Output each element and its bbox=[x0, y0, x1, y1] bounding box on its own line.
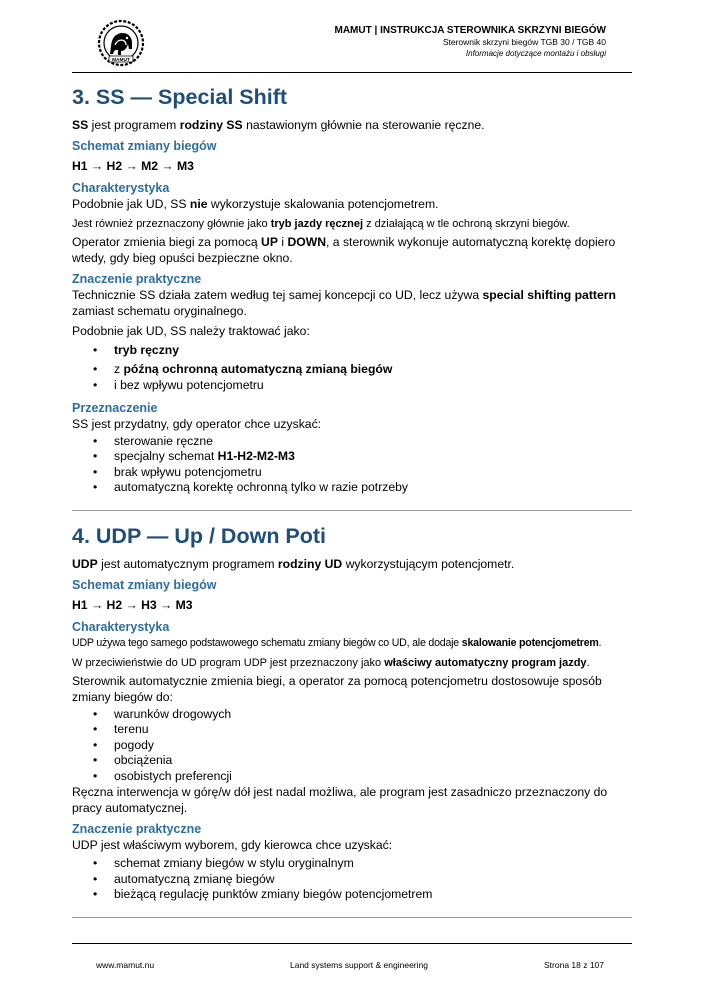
section-4-schemat: H1 → H2 → H3 → M3 bbox=[72, 597, 193, 612]
section-4-schemat-heading: Schemat zmiany biegów bbox=[72, 577, 217, 592]
section-4-char-p4: Ręczna interwencja w górę/w dół jest nadal możliwa, ale program jest zasadniczo przeznaczony do pracy automatycznej. bbox=[72, 785, 608, 815]
section-divider bbox=[72, 510, 632, 511]
section-4-char-p1: UDP używa tego samego podstawowego schematu zmiany biegów co UD, ale dodaje skalowanie potencjometrem. bbox=[72, 636, 602, 649]
section-4-char-list bbox=[72, 707, 632, 785]
list-item: • sterowanie ręczne bbox=[114, 434, 632, 450]
list-item: • tryb ręczny bbox=[114, 343, 632, 359]
footer-website: www.mamut.nu bbox=[96, 960, 155, 970]
section-3-schemat-heading: Schemat zmiany biegów bbox=[72, 139, 217, 153]
page-header bbox=[72, 14, 632, 73]
section-3-intro: SS jest programem rodziny SS nastawionym głównie na sterowanie ręczne. bbox=[72, 118, 485, 132]
header-note: Informacje dotyczące montażu i obsługi bbox=[465, 49, 606, 58]
section-4-znacz-heading: Znaczenie praktyczne bbox=[72, 822, 202, 836]
section-3-znacz-p1: Technicznie SS działa zatem według tej samej koncepcji co UD, lecz używa special shifting pattern zamiast schematu oryginalnego. bbox=[72, 288, 616, 318]
section-3-char-p3: Operator zmienia biegi za pomocą UP i DOWN, a sterownik wykonuje automatyczną korektę dopiero wtedy, gdy bieg opuści bezpieczne okno. bbox=[72, 235, 616, 265]
list-item: • warunków drogowych bbox=[114, 707, 632, 723]
section-3-char-p2: Jest również przeznaczony głównie jako tryb jazdy ręcznej z działającą w tle ochroną skrzyni biegów. bbox=[72, 218, 570, 230]
logo-text: MAMUT bbox=[112, 58, 130, 63]
header-title: MAMUT | INSTRUKCJA STEROWNIKA SKRZYNI BIEGÓW bbox=[334, 25, 606, 36]
section-4-znacz-list bbox=[72, 856, 632, 903]
section-3-char-heading: Charakterystyka bbox=[72, 181, 170, 195]
page-content bbox=[72, 80, 632, 918]
section-3-znacz-heading: Znaczenie praktyczne bbox=[72, 272, 202, 286]
footer-tagline: Land systems support & engineering bbox=[290, 960, 428, 970]
list-item: • pogody bbox=[114, 738, 632, 754]
section-3-znacz-list bbox=[72, 343, 632, 394]
list-item: • obciążenia bbox=[114, 753, 632, 769]
section-3-heading: 3. SS — Special Shift bbox=[72, 85, 288, 109]
footer-page-number: Strona 18 z 107 bbox=[544, 960, 605, 970]
section-divider bbox=[72, 917, 632, 918]
list-item: • terenu bbox=[114, 722, 632, 738]
section-4-char-p3: Sterownik automatycznie zmienia biegi, a operator za pomocą potencjometru dostosowuje sposób zmiany biegów do: bbox=[72, 673, 602, 704]
section-4-char-heading: Charakterystyka bbox=[72, 619, 170, 634]
header-subtitle: Sterownik skrzyni biegów TGB 30 / TGB 40 bbox=[442, 37, 606, 47]
section-4-znacz-p: UDP jest właściwym wyborem, gdy kierowca chce uzyskać: bbox=[72, 838, 393, 852]
list-item: • brak wpływu potencjometru bbox=[114, 465, 632, 481]
section-3-przezn-p: SS jest przydatny, gdy operator chce uzyskać: bbox=[72, 416, 322, 431]
list-item: • automatyczną zmianę biegów bbox=[114, 872, 632, 888]
list-item: • i bez wpływu potencjometru bbox=[114, 378, 632, 394]
section-4-char-p2: W przeciwieństwie do UD program UDP jest przeznaczony jako właściwy automatyczny program jazdy. bbox=[72, 656, 590, 669]
footer-divider bbox=[72, 943, 632, 944]
section-4-intro: UDP jest automatycznym programem rodziny UD wykorzystującym potencjometr. bbox=[72, 556, 515, 571]
section-4-heading: 4. UDP — Up / Down Poti bbox=[72, 523, 327, 548]
section-3-znacz-p2: Podobnie jak UD, SS należy traktować jako: bbox=[72, 324, 310, 338]
section-3-char-p1: Podobnie jak UD, SS nie wykorzystuje skalowania potencjometrem. bbox=[72, 197, 439, 211]
section-3-przezn-list bbox=[72, 434, 632, 496]
list-item: • schemat zmiany biegów w stylu oryginalnym bbox=[114, 856, 632, 872]
list-item: • automatyczną korektę ochronną tylko w razie potrzeby bbox=[114, 480, 632, 496]
list-item: • specjalny schemat H1-H2-M2-M3 bbox=[114, 449, 632, 465]
list-item: • bieżącą regulację punktów zmiany biegów potencjometrem bbox=[114, 887, 632, 903]
list-item: • z późną ochronną automatyczną zmianą biegów bbox=[114, 362, 632, 378]
section-3-schemat: H1 → H2 → M2 → M3 bbox=[72, 159, 194, 173]
list-item: • osobistych preferencji bbox=[114, 769, 632, 785]
mamut-logo bbox=[96, 18, 146, 68]
section-3-przezn-heading: Przeznaczenie bbox=[72, 400, 158, 415]
